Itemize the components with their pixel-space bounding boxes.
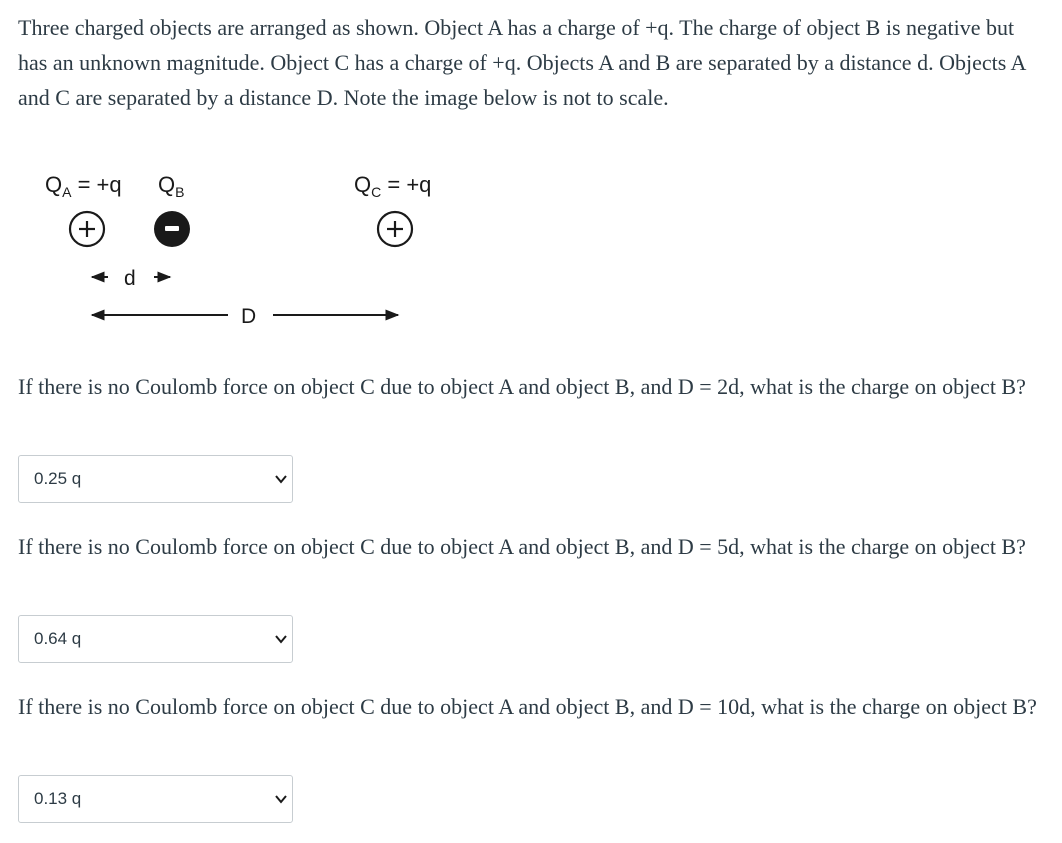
charge-b-label: $Q_B$ (158, 172, 185, 200)
charge-a-label: $Q_A = +q$ (45, 172, 122, 200)
answer-select-3[interactable] (18, 775, 293, 823)
chevron-down-icon (274, 632, 288, 646)
distance-D-label: D (241, 305, 257, 328)
select-value: 0.13 q (34, 789, 82, 808)
answer-select-1[interactable] (18, 455, 293, 503)
select-value: 0.64 q (34, 629, 82, 648)
chevron-down-icon (274, 792, 288, 806)
minus-circle-icon (154, 211, 190, 247)
select-value: 0.25 q (34, 469, 82, 488)
plus-circle-icon (378, 212, 412, 246)
charge-diagram (0, 160, 460, 340)
answer-select-2[interactable] (18, 615, 293, 663)
plus-circle-icon (70, 212, 104, 246)
chevron-down-icon (274, 472, 288, 486)
question-1-text: If there is no Coulomb force on object C due to object A and object B, and D = 2d, what is the charge on object B? (18, 374, 1026, 399)
question-2-text: If there is no Coulomb force on object C due to object A and object B, and D = 5d, what is the charge on object B? (18, 534, 1026, 559)
charge-diagram-svg (0, 160, 460, 340)
charge-c-label: $Q_C = +q$ (354, 172, 432, 200)
distance-d-label: d (124, 267, 136, 290)
question-3-text: If there is no Coulomb force on object C due to object A and object B, and D = 10d, what is the charge on object B? (18, 694, 1037, 719)
problem-statement: Three charged objects are arranged as shown. Object A has a charge of +q. The charge of object B is negative but has an unknown magnitude. Object C has a charge of +q. Objects A and B are separated by a distance d. Objects A and C are separated by a distance D. Note the image below is not to scale. (18, 15, 1026, 110)
